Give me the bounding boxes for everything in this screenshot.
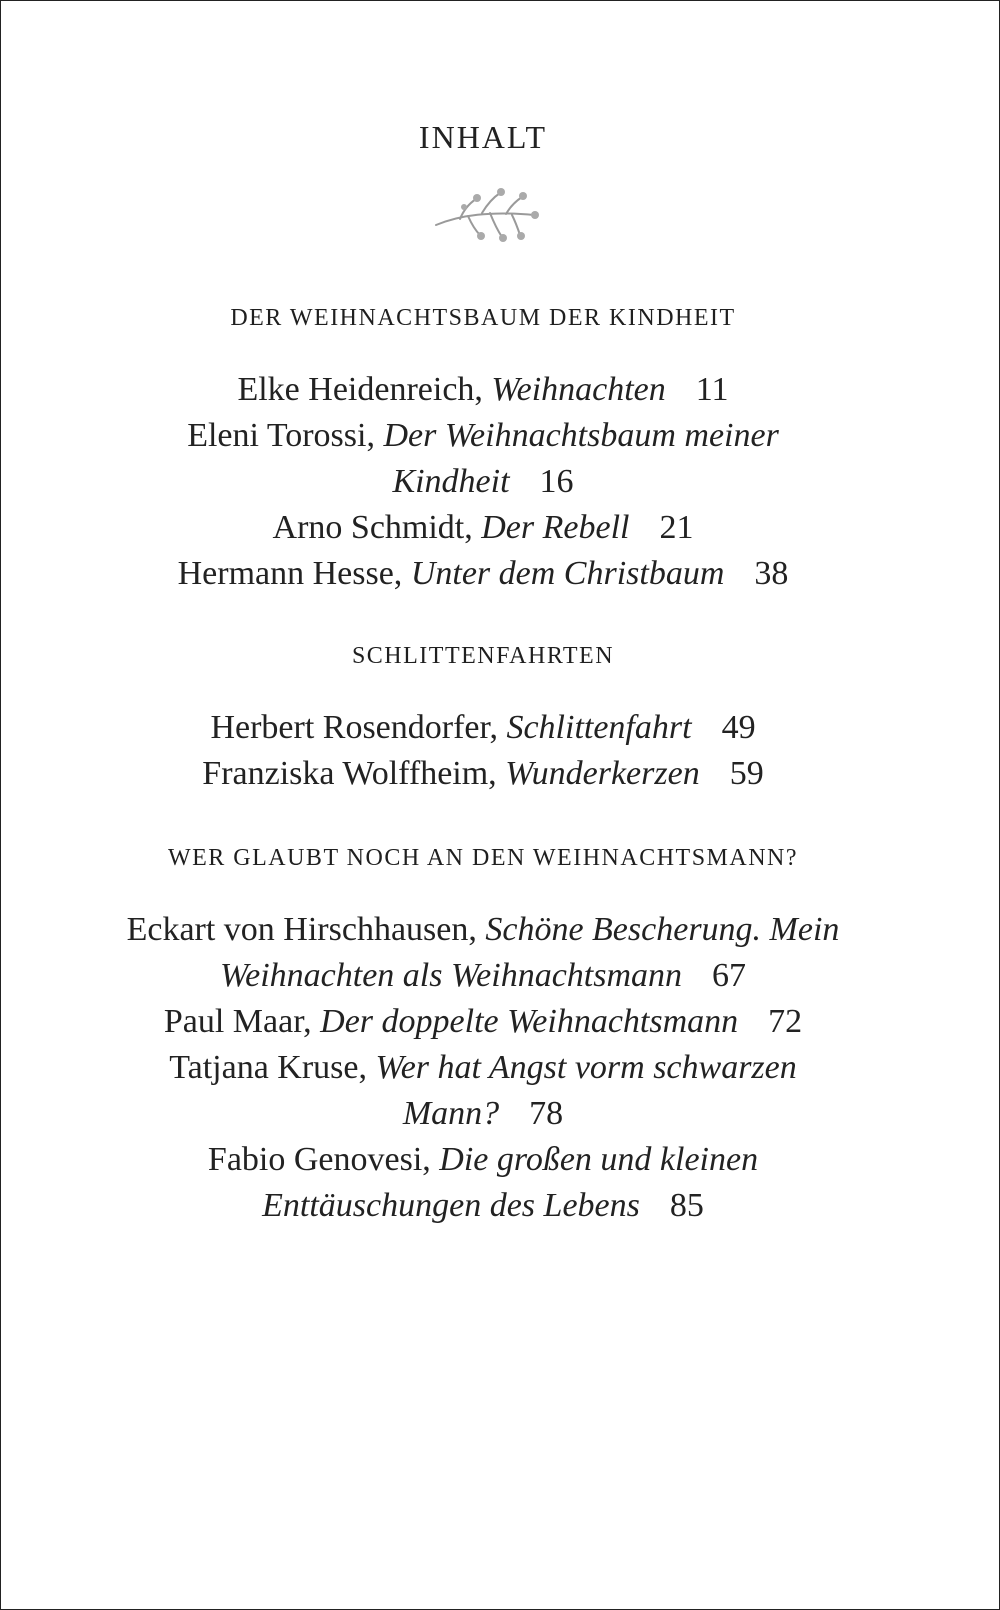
page-title: INHALT: [418, 119, 548, 155]
section-heading: SCHLITTENFAHRTEN: [351, 643, 615, 669]
toc-entry[interactable]: Franziska Wolffheim, Wunderkerzen 59: [202, 755, 764, 792]
toc-section-3: [1, 843, 965, 1229]
toc-entry[interactable]: Arno Schmidt, Der Rebell 21: [272, 509, 694, 546]
branch-ornament-icon: [430, 185, 540, 247]
toc-entry[interactable]: Hermann Hesse, Unter dem Christbaum 38: [177, 555, 789, 592]
section-heading: DER WEIHNACHTSBAUM DER KINDHEIT: [230, 305, 736, 331]
toc-entry[interactable]: Elke Heidenreich, Weihnachten 11: [237, 371, 729, 408]
toc-entry[interactable]: Fabio Genovesi, Die großen und kleinen: [207, 1141, 759, 1178]
toc-entry[interactable]: Herbert Rosendorfer, Schlittenfahrt 49: [210, 709, 756, 746]
toc-entry[interactable]: Eckart von Hirschhausen, Schöne Bescherung. Mein: [126, 911, 840, 948]
toc-entry-continued[interactable]: Enttäuschungen des Lebens 85: [262, 1187, 704, 1224]
toc-entry[interactable]: Paul Maar, Der doppelte Weihnachtsmann 72: [163, 1003, 803, 1040]
toc-section-1: [1, 303, 965, 597]
toc-entry-continued[interactable]: Kindheit 16: [392, 463, 574, 500]
toc-entry-continued[interactable]: Weihnachten als Weihnachtsmann 67: [219, 957, 747, 994]
section-heading: WER GLAUBT NOCH AN DEN WEIHNACHTSMANN?: [167, 845, 799, 871]
toc-entry-continued[interactable]: Mann? 78: [402, 1095, 564, 1132]
toc-entry[interactable]: Tatjana Kruse, Wer hat Angst vorm schwarzen: [169, 1049, 797, 1086]
toc-section-2: [1, 641, 965, 797]
toc-entry[interactable]: Eleni Torossi, Der Weihnachtsbaum meiner: [187, 417, 779, 454]
